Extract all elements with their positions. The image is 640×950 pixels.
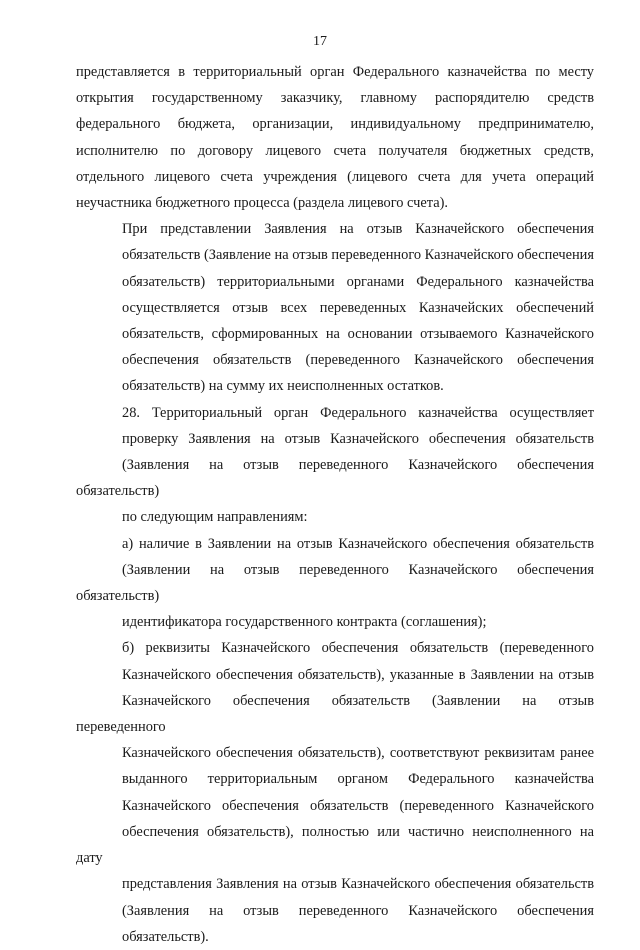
text-line: обязательств, сформированных на основании отзываемого Казначейского	[122, 326, 594, 343]
text-line: обязательств) территориальными органами Федерального казначейства	[122, 273, 594, 290]
text-line: открытия государственному заказчику, главному распорядителю средств	[76, 90, 594, 107]
document-body	[76, 59, 594, 950]
page-number: 17	[313, 34, 327, 49]
text-line: по следующим направлениям:	[122, 509, 308, 526]
text-line: а) наличие в Заявлении на отзыв Казначейского обеспечения обязательств	[122, 535, 594, 552]
paragraph	[76, 531, 594, 636]
text-line: осуществляется отзыв всех переведенных Казначейских обеспечений	[122, 299, 594, 316]
text-line: проверку Заявления на отзыв Казначейского обеспечения обязательств	[122, 430, 594, 447]
paragraph	[76, 216, 594, 399]
paragraph	[76, 635, 594, 949]
text-line: обеспечения обязательств (переведенного Казначейского обеспечения	[122, 352, 594, 369]
text-line: идентификатора государственного контракта (соглашения);	[122, 614, 487, 631]
text-line: обязательств) на сумму их неисполненных остатков.	[122, 378, 444, 395]
text-line: обязательств (Заявление на отзыв переведенного Казначейского обеспечения	[122, 247, 594, 264]
text-line: федерального бюджета, организации, индивидуальному предпринимателю,	[76, 116, 594, 133]
paragraph	[76, 400, 594, 531]
text-line: выданного территориальным органом Федерального казначейства	[122, 771, 594, 788]
paragraph	[76, 59, 594, 216]
text-line: обеспечения обязательств), полностью или частично неисполненного на дату	[76, 823, 594, 867]
text-line: При представлении Заявления на отзыв Казначейского обеспечения	[122, 221, 594, 238]
text-line: (Заявлении на отзыв переведенного Казначейского обеспечения обязательств)	[76, 561, 594, 605]
text-line: исполнителю по договору лицевого счета получателя бюджетных средств,	[76, 142, 594, 159]
text-line: Казначейского обеспечения обязательств), соответствуют реквизитам ранее	[122, 745, 594, 762]
text-line: 28. Территориальный орган Федерального казначейства осуществляет	[122, 404, 594, 421]
text-line: отдельного лицевого счета учреждения (лицевого счета для учета операций	[76, 168, 594, 185]
text-line: Казначейского обеспечения обязательств (Заявлении на отзыв переведенного	[76, 692, 594, 736]
text-line: (Заявления на отзыв переведенного Казначейского обеспечения	[122, 902, 594, 919]
text-line: Казначейского обеспечения обязательств), указанные в Заявлении на отзыв	[122, 666, 594, 683]
text-line: неучастника бюджетного процесса (раздела лицевого счета).	[76, 195, 449, 212]
text-line: представляется в территориальный орган Федерального казначейства по месту	[76, 64, 594, 80]
text-line: б) реквизиты Казначейского обеспечения обязательств (переведенного	[122, 640, 594, 657]
text-line: (Заявления на отзыв переведенного Казначейского обеспечения обязательств)	[76, 457, 594, 500]
text-line: обязательств).	[122, 928, 209, 945]
text-line: Казначейского обеспечения обязательств (переведенного Казначейского	[122, 797, 594, 814]
text-line: представления Заявления на отзыв Казначейского обеспечения обязательств	[122, 876, 594, 893]
